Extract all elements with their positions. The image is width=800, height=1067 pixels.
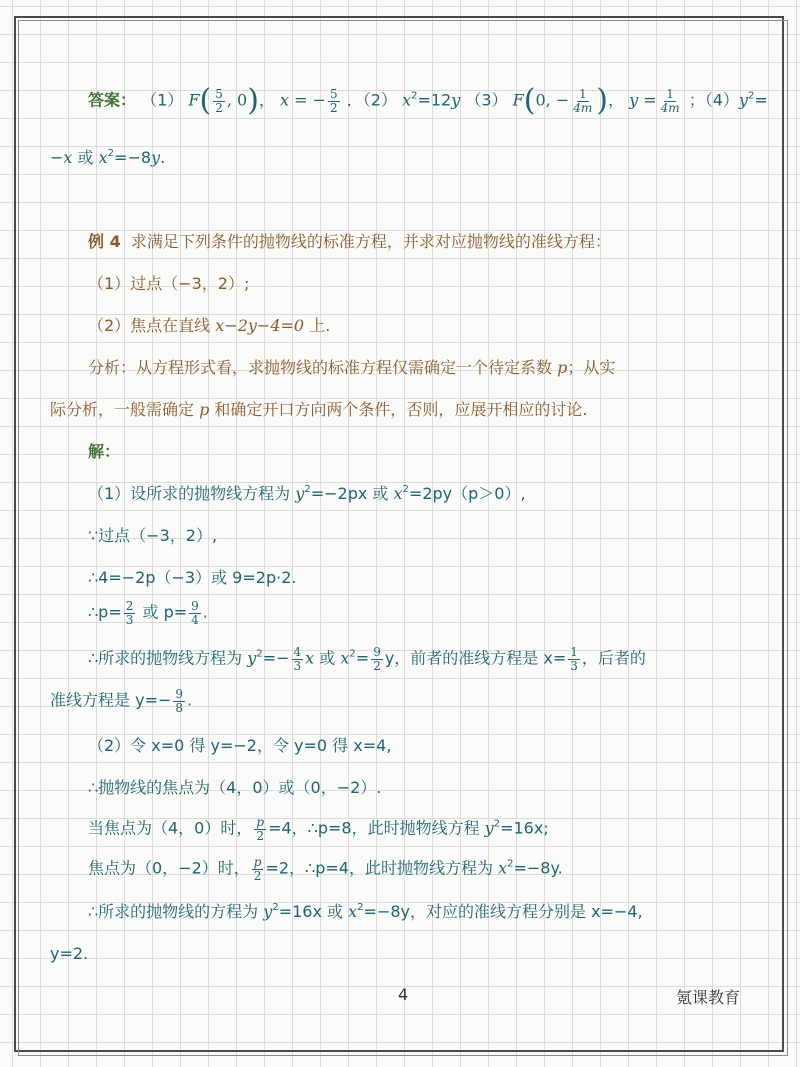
answer-line-2: −x 或 $x^2=-8y$. (50, 148, 166, 167)
analysis-line-1: 分析：从方程形式看，求抛物线的标准方程仅需确定一个待定系数 p；从实 (88, 358, 616, 377)
analysis-line-2: 际分析，一般需确定 p 和确定开口方向两个条件，否则，应展开相应的讨论. (50, 400, 588, 419)
solution-step-1: （1）设所求的抛物线方程为 $y^2=-2px$ 或 $x^2=2py(p>0)$, (88, 484, 526, 503)
example-condition-2: （2）焦点在直线 x−2y−4=0 上. (88, 316, 331, 335)
solution-step-3: ∴4=−2p（−3）或 9=2p·2. (88, 568, 297, 587)
example-stem: 例 4 求满足下列条件的抛物线的标准方程，并求对应抛物线的准线方程： (88, 232, 611, 251)
solution-step-12: y=2. (50, 944, 89, 963)
solution-step-11: ∴所求的抛物线的方程为 $y^2=16x$ 或 $x^2=-8y$，对应的准线方程分别是 x=−4, (88, 902, 643, 921)
solution-step-4: ∴p= $\frac{2}{3}$ 或 p= $\frac{9}{4}$ . (88, 599, 208, 627)
brand-label: 氪课教育 (676, 988, 741, 1007)
solution-step-2: ∵过点（−3，2）, (88, 526, 218, 545)
solution-step-7: （2）令 x=0 得 y=−2，令 y=0 得 x=4, (88, 736, 392, 755)
answer-label: 答案： (88, 90, 137, 110)
answer-line-1: 答案： （1） F( $\frac{5}{2}$ , 0)， x = − $\frac{5}{2}$ ．（2） $x^2=12y$ （3） F(0, − $\frac{1}{4m}$ )， y = $\frac{1}{4m}$ ；$(4)y^2=$ (88, 83, 768, 119)
example-label: 例 4 (88, 232, 121, 251)
solution-step-9: 当焦点为（4，0）时， $\frac{p}{2}$ =4，∴p=8，此时抛物线方程 $y^2=16x$; (88, 815, 549, 843)
solution-step-10: 焦点为（0，−2）时， $\frac{p}{2}$ =2，∴p=4，此时抛物线方程为 $x^2=-8y$. (88, 855, 563, 883)
solution-label: 解： (88, 442, 121, 461)
example-condition-1: （1）过点（−3，2）; (88, 274, 250, 293)
solution-step-8: ∴抛物线的焦点为（4，0）或（0，−2）. (88, 778, 382, 797)
solution-step-5: ∴所求的抛物线方程为 $y^2=-$ $\frac{4}{3}$ x 或 $x^2=$ $\frac{9}{2}$ y，前者的准线方程是 x= $\frac{1}{3}$ ，后者的 (88, 645, 646, 673)
page-number: 4 (398, 985, 409, 1004)
solution-step-6: 准线方程是 y=− $\frac{9}{8}$ . (50, 687, 193, 715)
